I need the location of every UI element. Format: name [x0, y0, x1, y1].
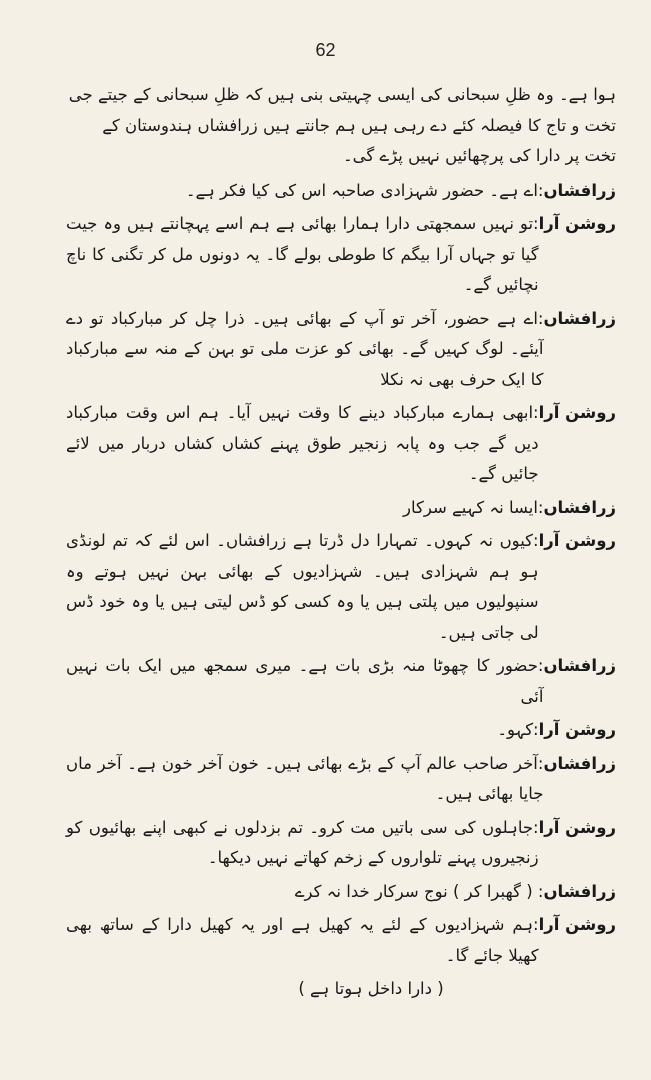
speaker-name: روشن آرا	[538, 531, 616, 550]
speaker-name: روشن آرا	[538, 720, 616, 739]
dialogue-line	[66, 493, 616, 524]
speech-text: :ابھی ہمارے مبارکباد دینے کا وقت نہیں آیا۔ ہم اس وقت مبارکباد دیں گے جب وہ پابہ زنجیر طوق پہنے کشاں کشاں دربار میں لائے جائیں گے۔	[66, 403, 539, 483]
dialogue-line	[66, 877, 616, 908]
dialogue-line	[66, 651, 616, 712]
dialogue-line	[66, 749, 616, 810]
speaker-name: روشن آرا	[538, 817, 616, 837]
dialogue-line	[66, 715, 616, 746]
speech-text: :کیوں نہ کہوں۔ تمہارا دل ڈرتا ہے زرافشاں۔ اس لئے کہ تم لونڈی ہو ہم شہزادی ہیں۔ شہزادیوں کے بھائی بہن نہیں ہوتے وہ سنپولیوں میں پلتی ہیں یا وہ کسی کو ڈس لیتی ہیں یا وہ خود ڈس لی جاتی ہیں۔	[66, 531, 539, 642]
speaker-name: روشن آرا	[538, 915, 616, 934]
speech-text: : ( گھبرا کر ) نوج سرکار خدا نہ کرے	[294, 881, 544, 901]
speaker-name: زرافشاں	[543, 881, 616, 901]
stage-direction: ( دارا داخل ہوتا ہے )	[298, 979, 444, 998]
dialogue-list	[66, 176, 616, 972]
page-content	[66, 80, 616, 1009]
dialogue-line	[66, 526, 616, 648]
speech-text: :اے ہے۔ حضور شہزادی صاحبہ اس کی کیا فکر ہے۔	[185, 180, 544, 200]
speech-text: :تو نہیں سمجھتی دارا ہمارا بھائی ہے ہم اسے پہچانتے ہیں وہ جیت گیا تو جہاں آرا بیگم کا طوطی بولے گا۔ یہ دونوں مل کر تگنی کا ناچ نچائیں گے۔	[66, 214, 539, 294]
dialogue-line	[66, 813, 616, 874]
speech-text: :جاہلوں کی سی باتیں مت کرو۔ تم بزدلوں نے کبھی اپنے بھائیوں کو زنجیروں پہنے تلواروں کے زخم کھاتے نہیں دیکھا۔	[66, 817, 539, 867]
dialogue-line	[66, 176, 616, 207]
dialogue-line	[66, 398, 616, 490]
speaker-name: زرافشاں	[543, 180, 616, 200]
speech-text: :آخر صاحب عالم آپ کے بڑے بھائی ہیں۔ خون آخر خون ہے۔ آخر ماں جایا بھائی ہیں۔	[66, 753, 544, 803]
speech-text: :ہم شہزادیوں کے لئے یہ کھیل ہے اور یہ کھیل دارا کے ساتھ بھی کھیلا جائے گا۔	[66, 915, 539, 965]
speaker-name: زرافشاں	[543, 497, 616, 517]
dialogue-line	[66, 304, 616, 396]
speech-text: :ایسا نہ کہیے سرکار	[403, 497, 544, 517]
speech-text: :اے ہے حضور، آخر تو آپ کے بھائی ہیں۔ ذرا چل کر مبارکباد تو دے آیئے۔ لوگ کہیں گے۔ بھائی کو عزت ملی تو بہن کے منہ سے مبارکباد کا ایک حرف بھی نہ نکلا	[66, 308, 544, 389]
speaker-name: زرافشاں	[543, 656, 616, 675]
speaker-name: زرافشاں	[543, 308, 616, 328]
speech-text: :حضور کا چھوٹا منہ بڑی بات ہے۔ میری سمجھ میں ایک بات نہیں آئی	[66, 656, 544, 706]
speaker-name: روشن آرا	[538, 403, 616, 422]
opening-paragraph: ہوا ہے۔ وہ ظلِ سبحانی کی ایسی چہیتی بنی ہیں کہ ظلِ سبحانی کے جیتے جی تخت و تاج کا فیصلہ کئے دے رہی ہیں ہم جانتے ہیں زرافشاں ہندوستان کے تخت پر دارا کی پرچھائیں نہیں پڑے گی۔	[68, 85, 616, 165]
page-number: 62	[315, 40, 336, 60]
speaker-name: روشن آرا	[538, 214, 616, 233]
speaker-name: زرافشاں	[543, 753, 616, 773]
dialogue-line	[66, 209, 616, 301]
speech-text: :کہو۔	[497, 720, 539, 739]
dialogue-line	[66, 910, 616, 971]
